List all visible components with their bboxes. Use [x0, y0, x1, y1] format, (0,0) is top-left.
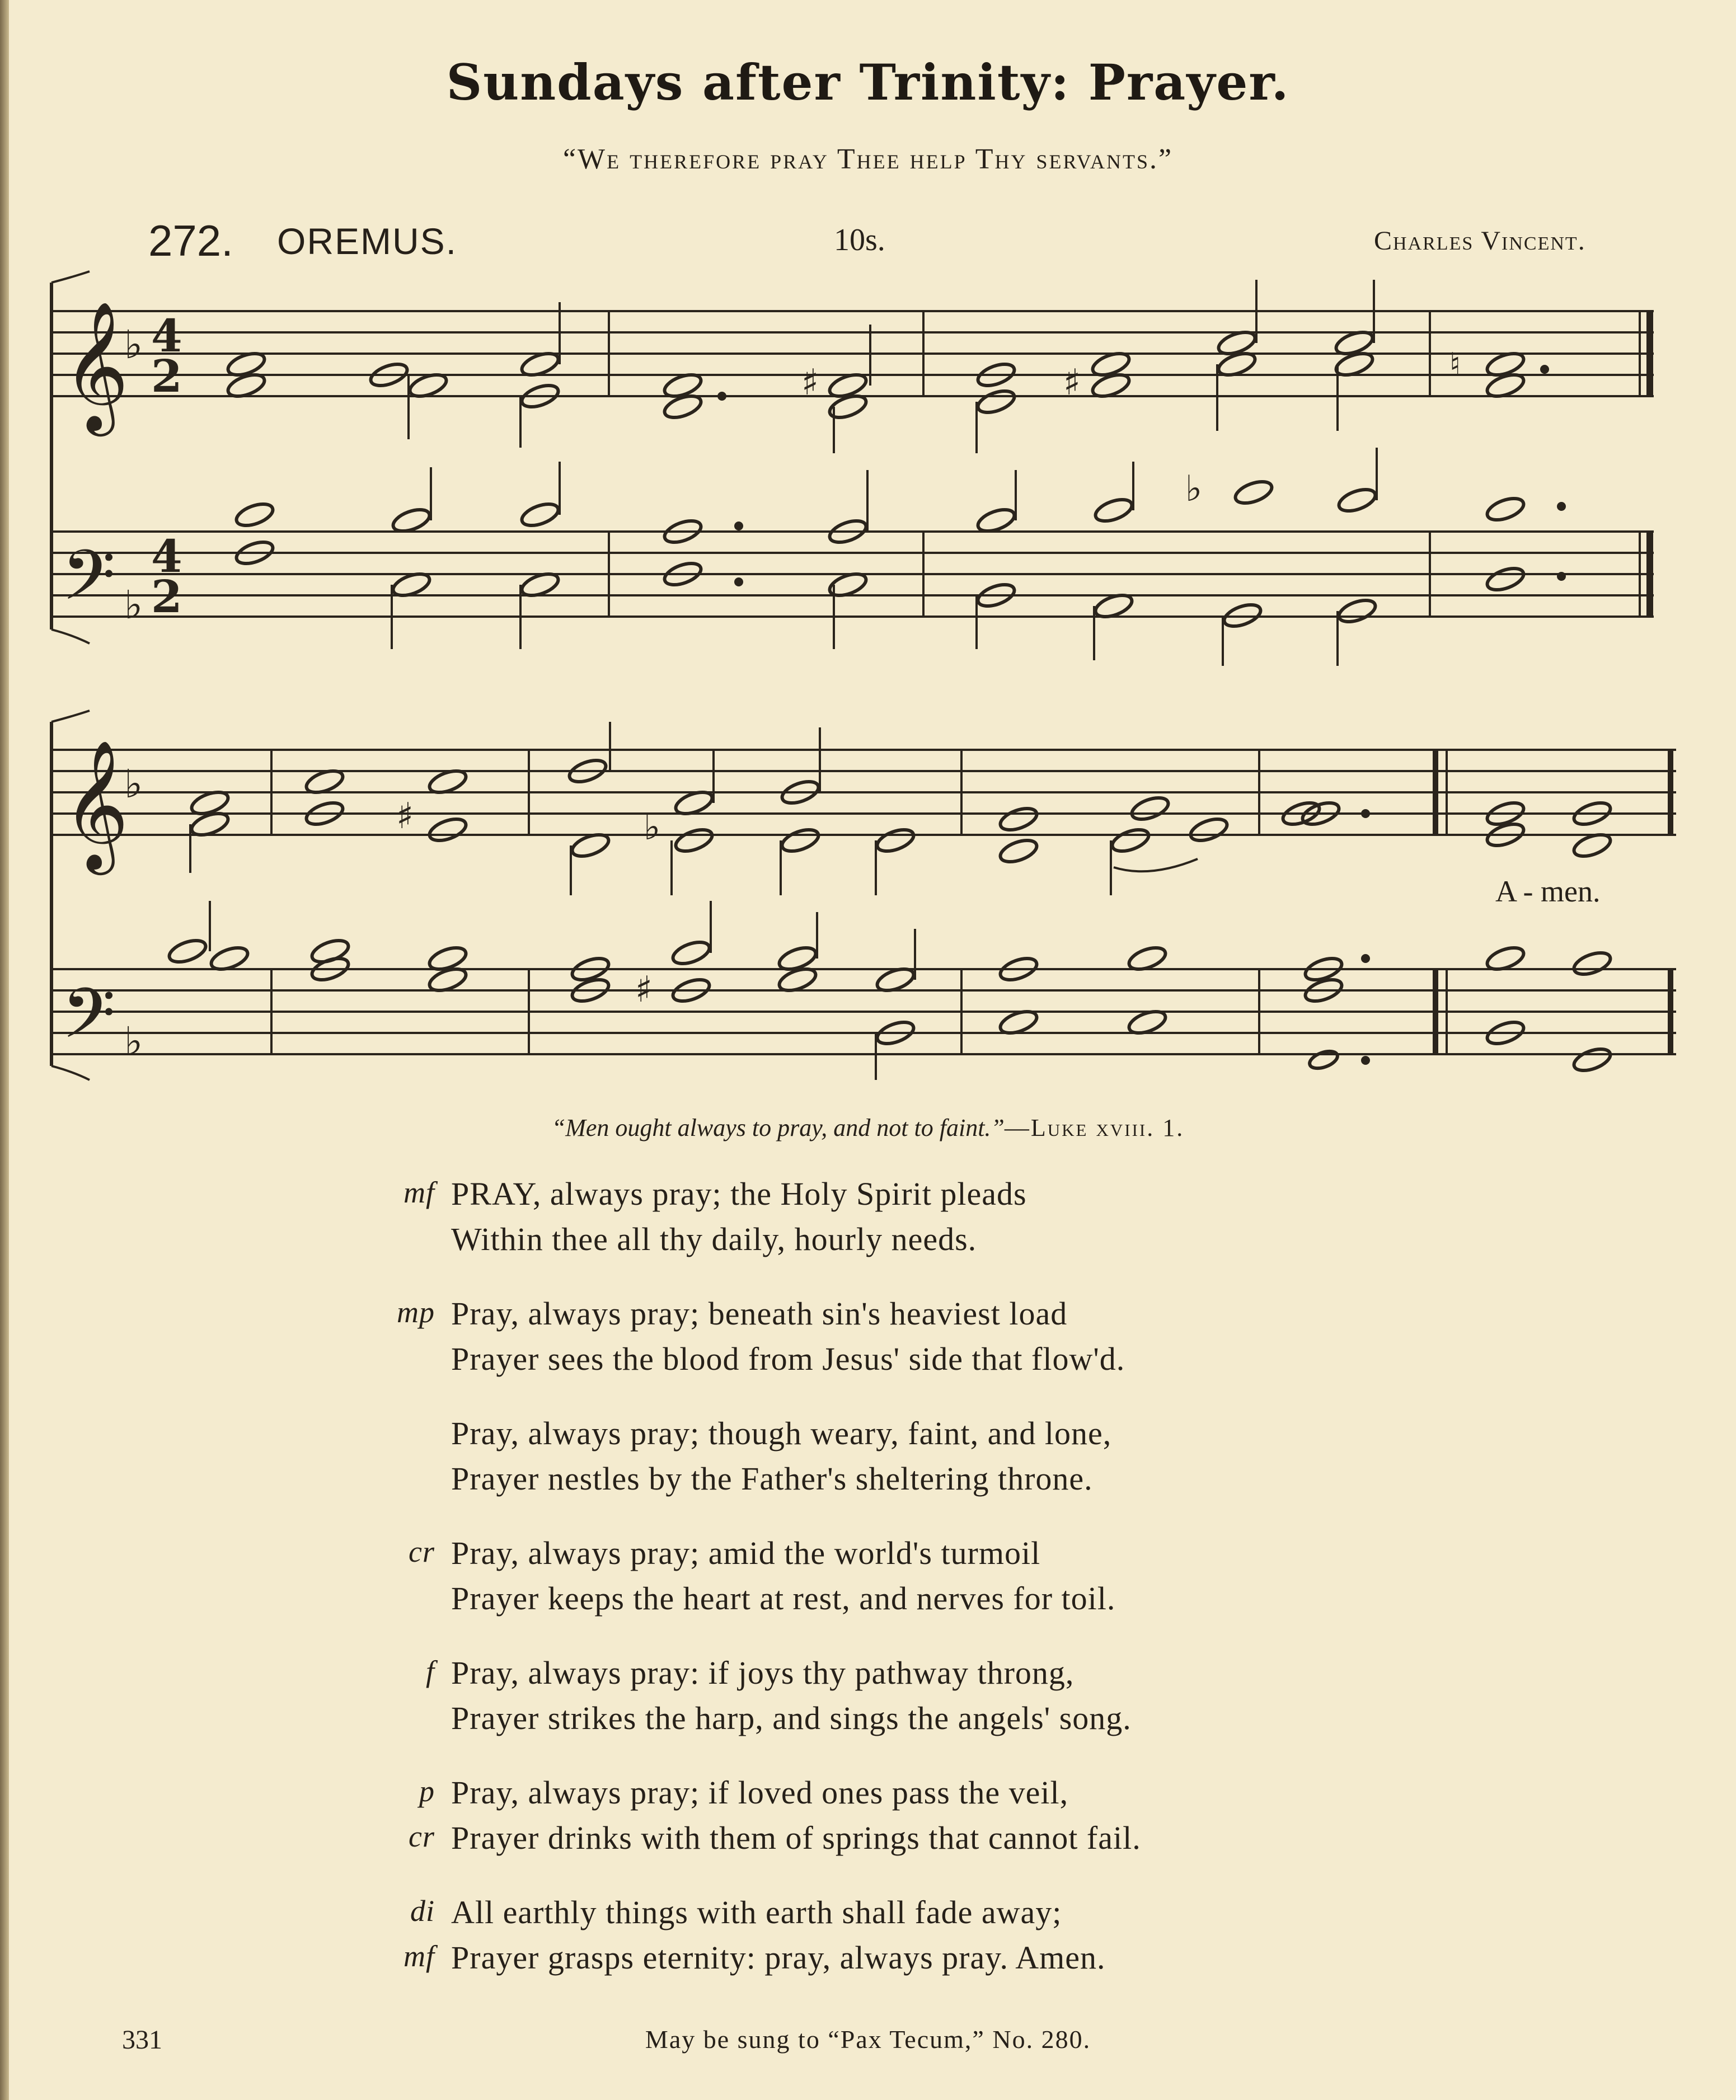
verse-text: Prayer drinks with them of springs that cannot fail.	[451, 1820, 1141, 1856]
system-2-bass-staff	[51, 969, 1676, 1054]
treble-clef-icon: 𝄞	[63, 300, 129, 431]
dynamic-marking: cr	[409, 1535, 435, 1568]
accidentals	[396, 346, 1461, 1011]
stanza	[0, 1534, 1736, 1625]
system-1-treble-staff	[51, 311, 1654, 396]
verse-text: Pray, always pray; amid the world's turmoil	[451, 1535, 1041, 1571]
verse-line	[0, 1175, 1736, 1220]
verse-line	[0, 1654, 1736, 1699]
dynamic-marking: mf	[403, 1939, 435, 1973]
dynamic-marking: di	[410, 1894, 435, 1928]
svg-text:♯: ♯	[1063, 362, 1081, 403]
tune-name: OREMUS.	[277, 220, 458, 262]
dynamic-marking: mf	[403, 1176, 435, 1209]
svg-text:♯: ♯	[635, 969, 653, 1011]
flat-icon: ♭	[124, 1018, 143, 1064]
time-signature-upper: 4	[151, 309, 182, 362]
dynamic-marking: cr	[409, 1820, 435, 1853]
verse-line	[0, 1894, 1736, 1939]
system-2-treble-staff	[51, 750, 1676, 835]
svg-text:♭: ♭	[1185, 468, 1203, 510]
verse-line	[0, 1460, 1736, 1505]
verse-text: Prayer keeps the heart at rest, and nerves for toil.	[451, 1580, 1116, 1617]
stanza	[0, 1774, 1736, 1864]
bass-clef-icon: 𝄢	[62, 535, 116, 633]
svg-text:♭: ♭	[644, 807, 661, 848]
verse-text: All earthly things with earth shall fade away;	[451, 1894, 1062, 1930]
verse-line	[0, 1580, 1736, 1625]
dynamic-marking: f	[425, 1655, 435, 1688]
verse-line	[0, 1415, 1736, 1460]
stanza	[0, 1894, 1736, 1984]
verse-line	[0, 1939, 1736, 1984]
verse-text: Pray, always pray; if loved ones pass the veil,	[451, 1774, 1069, 1811]
hymn-number: 272.	[148, 216, 233, 265]
time-signature-lower: 2	[151, 350, 182, 402]
verse-text: Pray, always pray; beneath sin's heaviest load	[451, 1295, 1068, 1332]
stanza	[0, 1415, 1736, 1505]
verse-text: Prayer grasps eternity: pray, always pray. Amen.	[451, 1939, 1106, 1976]
epigraph: “We therefore pray Thee help Thy servants.”	[562, 143, 1174, 175]
composer: Charles Vincent.	[1374, 226, 1586, 256]
verse-text: Pray, always pray: if joys thy pathway throng,	[451, 1655, 1075, 1691]
stanza	[0, 1175, 1736, 1266]
verse-line	[0, 1220, 1736, 1266]
verse-line	[0, 1774, 1736, 1819]
meter: 10s.	[834, 223, 885, 257]
svg-text:♯: ♯	[801, 362, 819, 403]
treble-clef-icon: 𝄞	[63, 739, 129, 870]
time-signature-upper: 4	[151, 530, 182, 582]
verse-line	[0, 1819, 1736, 1864]
scripture-quote	[0, 1114, 1736, 1142]
bass-clef-icon: 𝄢	[62, 974, 116, 1071]
svg-text:♮: ♮	[1449, 346, 1461, 383]
verse-line	[0, 1340, 1736, 1385]
verse-line	[0, 1699, 1736, 1745]
scripture-text: “Men ought always to pray, and not to faint.”	[551, 1114, 1005, 1141]
note-heads	[167, 328, 1613, 1074]
flat-icon: ♭	[124, 582, 143, 628]
flat-icon: ♭	[124, 761, 143, 807]
running-head: Sundays after Trinity: Prayer.	[446, 53, 1290, 111]
alternate-tune-note: May be sung to “Pax Tecum,” No. 280.	[645, 2025, 1091, 2054]
hymn-text	[0, 1175, 1736, 2013]
augmentation-dots	[717, 365, 1566, 1065]
verse-text: Within thee all thy daily, hourly needs.	[451, 1221, 977, 1257]
verse-line	[0, 1534, 1736, 1580]
page-number: 331	[122, 2025, 162, 2055]
verse-text: Prayer strikes the harp, and sings the angels' song.	[451, 1700, 1132, 1736]
flat-icon: ♭	[124, 322, 143, 368]
verse-line	[0, 1295, 1736, 1340]
svg-text:♯: ♯	[396, 796, 414, 837]
note-stems	[190, 280, 1377, 1080]
scripture-reference: —Luke xviii. 1.	[1004, 1114, 1185, 1141]
stanza	[0, 1654, 1736, 1745]
verse-text: Pray, always pray; though weary, faint, and lone,	[451, 1415, 1112, 1451]
dynamic-marking: p	[419, 1774, 435, 1808]
amen-lyric: A - men.	[1495, 875, 1601, 908]
verse-text: PRAY, always pray; the Holy Spirit pleads	[451, 1176, 1027, 1212]
stanza	[0, 1295, 1736, 1385]
time-signature-lower: 2	[151, 570, 182, 623]
verse-text: Prayer nestles by the Father's sheltering throne.	[451, 1460, 1093, 1497]
dynamic-marking: mp	[397, 1295, 435, 1329]
verse-text: Prayer sees the blood from Jesus' side that flow'd.	[451, 1341, 1125, 1377]
